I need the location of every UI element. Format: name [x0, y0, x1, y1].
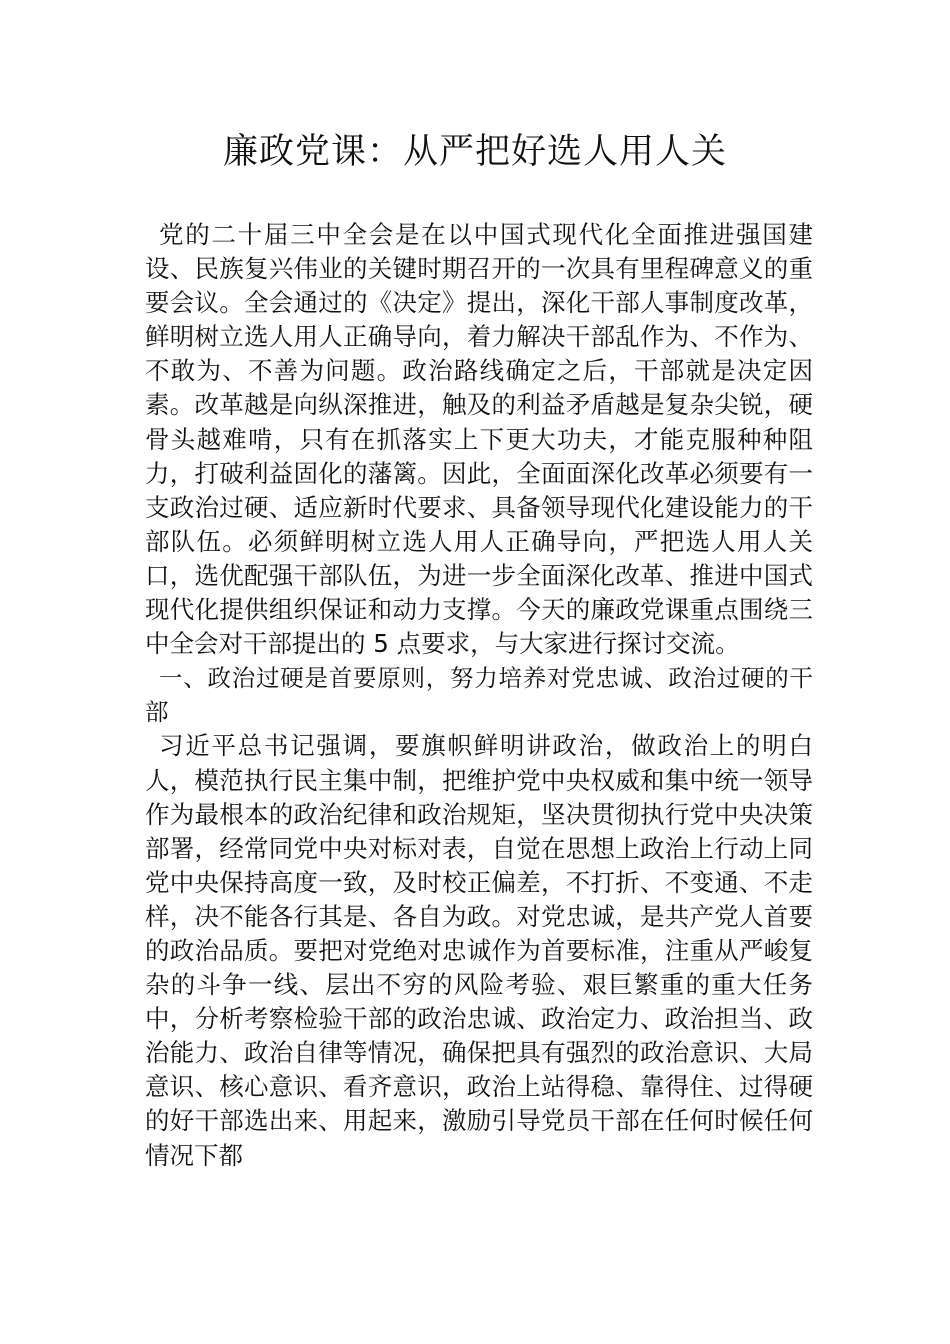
document-title: 廉政党课：从严把好选人用人关 — [222, 132, 727, 172]
section-heading-1: 一、政治过硬是首要原则，努力培养对党忠诚、政治过硬的干部 — [145, 664, 813, 727]
intro-paragraph: 党的二十届三中全会是在以中国式现代化全面推进强国建设、民族复兴伟业的关键时期召开的一次具有里程碑意义的重要会议。全会通过的《决定》提出，深化干部人事制度改革，鲜明树立选人用人正确导向，着力解决干部乱作为、不作为、不敢为、不善为问题。政治路线确定之后，干部就是决定因素。改革越是向纵深推进，触及的利益矛盾越是复杂尖锐，硬骨头越难啃，只有在抓落实上下更大功夫，才能克服种种阻力，打破利益固化的藩篱。因此，全面面深化改革必须要有一支政治过硬、适应新时代要求、具备领导现代化建设能力的干部队伍。必须鲜明树立选人用人正确导向，严把选人用人关口，选优配强干部队伍，为进一步全面深化改革、推进中国式现代化提供组织保证和动力支撑。今天的廉政党课重点围绕三中全会对干部提出的 5 点要求，与大家进行探讨交流。 — [145, 220, 813, 659]
section-1-paragraph: 习近平总书记强调，要旗帜鲜明讲政治，做政治上的明白人，模范执行民主集中制，把维护党中央权威和集中统一领导作为最根本的政治纪律和政治规矩，坚决贯彻执行党中央决策部署，经常同党中央对标对表，自觉在思想上政治上行动上同党中央保持高度一致，及时校正偏差，不打折、不变通、不走样，决不能各行其是、各自为政。对党忠诚，是共产党人首要的政治品质。要把对党绝对忠诚作为首要标准，注重从严峻复杂的斗争一线、层出不穷的风险考验、艰巨繁重的重大任务中，分析考察检验干部的政治忠诚、政治定力、政治担当、政治能力、政治自律等情况，确保把具有强烈的政治意识、大局意识、核心意识、看齐意识，政治上站得稳、靠得住、过得硬的好干部选出来、用起来，激励引导党员干部在任何时候任何情况下都 — [145, 731, 813, 1170]
document-body — [145, 218, 813, 1173]
